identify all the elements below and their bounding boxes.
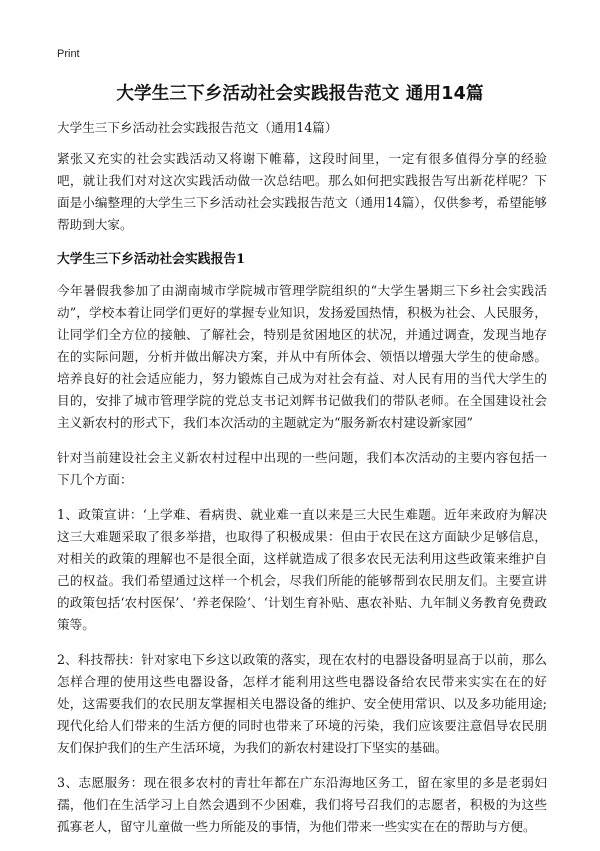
body-paragraph: 针对当前建设社会主义新农村过程中出现的一些问题，我们本次活动的主要内容包括一下几个方面： xyxy=(57,450,547,487)
body-paragraph: 3、志愿服务：现在很多农村的青壮年都在广东沿海地区务工，留在家里的多是老弱妇孺，他们在生活学习上自然会遇到不少困难，我们将号召我们的志愿者，积极的为这些孤寡老人，留守儿童做一些力所能及的事情，为他们带来一些实实在在的帮助与方便。 xyxy=(57,775,547,834)
section-heading: 大学生三下乡活动社会实践报告1 xyxy=(57,252,246,267)
body-paragraph: 今年暑假我参加了由湖南城市学院城市管理学院组织的“大学生暑期三下乡社会实践活动”，学校本着让同学们更好的掌握专业知识，发扬爱国热情，积极为社会、人民服务，让同学们全方位的接触、了解社会，特别是贫困地区的状况，并通过调查，发现当地存在的实际问题，分析并做出解决方案，并从中有所体会、领悟以增强大学生的使命感。培养良好的社会适应能力，努力锻炼自己成为对社会有益、对人民有用的当代大学生的目的，安排了城市管理学院的党总支书记刘辉书记做我们的带队老师。在全国建设社会主义新农村的形式下，我们本次活动的主题就定为“服务新农村建设新家园” xyxy=(57,283,547,430)
print-link[interactable]: Print xyxy=(57,48,80,60)
intro-paragraph: 紧张又充实的社会实践活动又将谢下帷幕，这段时间里，一定有很多值得分享的经验吧，就让我们对对这次实践活动做一次总结吧。那么如何把实践报告写出新花样呢？下面是小编整理的大学生三下乡活动社会实践报告范文（通用14篇），仅供参考，希望能够帮助到大家。 xyxy=(57,151,547,232)
body-paragraph: 2、科技帮扶：针对家电下乡这以政策的落实，现在农村的电器设备明显高于以前，那么怎样合理的使用这些电器设备，怎样才能利用这些电器设备给农民带来实实在在的好处，这需要我们的农民朋友掌握相关电器设备的维护、安全使用常识、以及多功能用途;现代化给人们带来的生活方便的同时也带来了环境的污染，我们应该要注意倡导农民朋友们保护我们的生产生活环境，为我们的新农村建设打下坚实的基础。 xyxy=(57,652,547,755)
document-title: 大学生三下乡活动社会实践报告范文 通用14篇 xyxy=(116,84,484,104)
document-subtitle: 大学生三下乡活动社会实践报告范文（通用14篇） xyxy=(57,120,338,135)
body-paragraph: 1、政策宣讲：‘上学难、看病贵、就业难一直以来是三大民生难题。近年来政府为解决这三大难题采取了很多举措，也取得了积极成果：但由于农民在这方面缺少足够信息，对相关的政策的理解也不是很全面，这样就造成了很多农民无法利用这些政策来维护自己的权益。我们希望通过这样一个机会，尽我们所能的能够帮到农民朋友们。主要宣讲的政策包括‘农村医保’、‘养老保险’、‘计划生育补贴、惠农补贴、九年制义务教育免费政策等。 xyxy=(57,507,547,632)
document-body xyxy=(57,117,547,851)
